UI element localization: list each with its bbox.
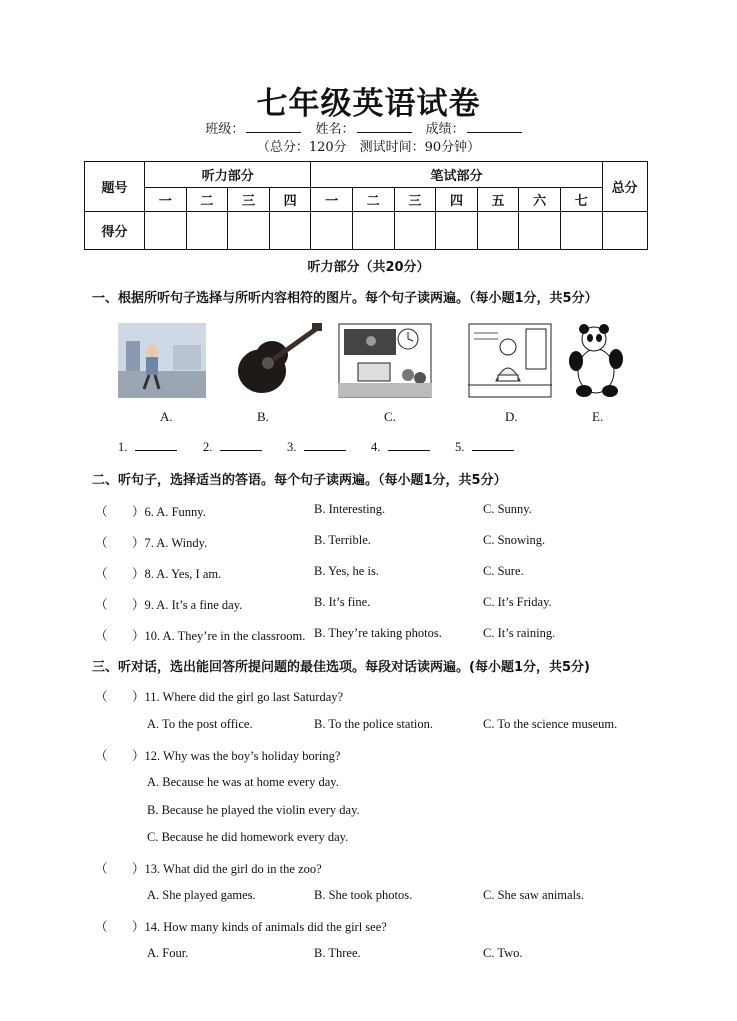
score-cell[interactable] xyxy=(394,212,436,250)
option-b: B. Because he played the violin every day. xyxy=(147,803,360,817)
score-cell[interactable] xyxy=(560,212,602,250)
question: ）8. A. Yes, I am. xyxy=(132,567,222,581)
writing-col: 三 xyxy=(394,188,436,212)
score-cell[interactable] xyxy=(477,212,519,250)
option-c: C. Snowing. xyxy=(483,533,546,547)
picture-c-classroom xyxy=(338,323,432,398)
answer-blank-5[interactable]: 5. xyxy=(455,440,514,455)
picture-label: D. xyxy=(505,409,518,424)
question: ）6. A. Funny. xyxy=(132,505,206,519)
listening-col: 二 xyxy=(186,188,228,212)
score-cell[interactable] xyxy=(186,212,228,250)
score-cell[interactable] xyxy=(228,212,270,250)
picture-a-boy-walking xyxy=(118,323,206,398)
option-a: A. Four. xyxy=(147,946,189,960)
option-b: B. It’s fine. xyxy=(314,595,371,609)
score-cell[interactable] xyxy=(436,212,478,250)
picture-label: C. xyxy=(384,409,396,424)
section1-heading: 一、根据所听句子选择与所听内容相符的图片。每个句子读两遍。（每小题1分，共5分） xyxy=(92,291,598,306)
paren: （ xyxy=(95,567,108,581)
question-12: ）12. Why was the boy’s holiday boring? xyxy=(132,749,341,763)
name-blank[interactable] xyxy=(357,122,412,133)
option-c: C. Sunny. xyxy=(483,502,532,516)
writing-col: 一 xyxy=(311,188,353,212)
question: ）7. A. Windy. xyxy=(132,536,208,550)
score-blank[interactable] xyxy=(467,122,522,133)
picture-label: A. xyxy=(160,409,173,424)
option-b: B. Three. xyxy=(314,946,361,960)
paren: （ xyxy=(95,505,108,519)
option-b: B. Yes, he is. xyxy=(314,564,379,578)
score-cell[interactable] xyxy=(145,212,187,250)
option-a: A. She played games. xyxy=(147,888,256,902)
row-label-score: 得分 xyxy=(85,212,145,250)
question-11: ）11. Where did the girl go last Saturday? xyxy=(132,690,344,704)
score-cell[interactable] xyxy=(269,212,311,250)
paren: （ xyxy=(95,690,108,704)
paren: （ xyxy=(95,749,108,763)
question: ）10. A. They’re in the classroom. xyxy=(132,629,306,643)
writing-col: 五 xyxy=(477,188,519,212)
option-c: C. It’s Friday. xyxy=(483,595,552,609)
writing-col: 七 xyxy=(560,188,602,212)
part-title: 听力部分（共20分） xyxy=(307,260,430,275)
score-cell[interactable] xyxy=(352,212,394,250)
name-label: 姓名： xyxy=(315,122,355,137)
score-table xyxy=(84,161,648,250)
listening-col: 四 xyxy=(269,188,311,212)
listening-header: 听力部分 xyxy=(145,162,311,188)
paren: （ xyxy=(95,536,108,550)
writing-col: 六 xyxy=(519,188,561,212)
answer-blank-2[interactable]: 2. xyxy=(203,440,262,455)
option-b: B. To the police station. xyxy=(314,717,434,731)
picture-d-reading xyxy=(468,323,552,398)
writing-col: 二 xyxy=(352,188,394,212)
writing-col: 四 xyxy=(436,188,478,212)
option-c: C. Because he did homework every day. xyxy=(147,830,349,844)
score-cell[interactable] xyxy=(519,212,561,250)
option-b: B. She took photos. xyxy=(314,888,413,902)
picture-label: B. xyxy=(257,409,269,424)
picture-label: E. xyxy=(592,409,604,424)
paren: （ xyxy=(95,598,108,612)
picture-e-panda xyxy=(566,323,628,398)
option-b: B. Interesting. xyxy=(314,502,386,516)
option-b: B. Terrible. xyxy=(314,533,371,547)
option-a: A. Because he was at home every day. xyxy=(147,775,339,789)
picture-b-guitar xyxy=(230,323,324,398)
listening-col: 三 xyxy=(228,188,270,212)
answer-blank-4[interactable]: 4. xyxy=(371,440,430,455)
exam-title: 七年级英语试卷 xyxy=(256,86,481,122)
question-14: ）14. How many kinds of animals did the girl see? xyxy=(132,920,387,934)
row-label-number: 题号 xyxy=(85,162,145,212)
option-c: C. Two. xyxy=(483,946,523,960)
option-b: B. They’re taking photos. xyxy=(314,626,442,640)
class-blank[interactable] xyxy=(246,122,301,133)
exam-subtitle: （总分：120分 测试时间：90分钟） xyxy=(256,140,481,155)
paren: （ xyxy=(95,920,108,934)
class-label: 班级： xyxy=(205,122,245,137)
option-c: C. To the science museum. xyxy=(483,717,618,731)
question: ）9. A. It’s a fine day. xyxy=(132,598,243,612)
answer-blank-3[interactable]: 3. xyxy=(287,440,346,455)
writing-header: 笔试部分 xyxy=(311,162,602,188)
option-c: C. Sure. xyxy=(483,564,524,578)
section2-heading: 二、听句子，选择适当的答语。每个句子读两遍。（每小题1分，共5分） xyxy=(92,473,507,488)
paren: （ xyxy=(95,862,108,876)
total-header: 总分 xyxy=(602,162,647,212)
option-c: C. She saw animals. xyxy=(483,888,585,902)
score-label: 成绩： xyxy=(425,122,465,137)
section3-heading: 三、听对话，选出能回答所提问题的最佳选项。每段对话读两遍。(每小题1分，共5分) xyxy=(92,660,590,675)
paren: （ xyxy=(95,629,108,643)
option-c: C. It’s raining. xyxy=(483,626,556,640)
student-info xyxy=(0,118,737,137)
score-cell[interactable] xyxy=(602,212,647,250)
option-a: A. To the post office. xyxy=(147,717,253,731)
score-cell[interactable] xyxy=(311,212,353,250)
listening-col: 一 xyxy=(145,188,187,212)
answer-blank-1[interactable]: 1. xyxy=(118,440,177,455)
question-13: ）13. What did the girl do in the zoo? xyxy=(132,862,322,876)
